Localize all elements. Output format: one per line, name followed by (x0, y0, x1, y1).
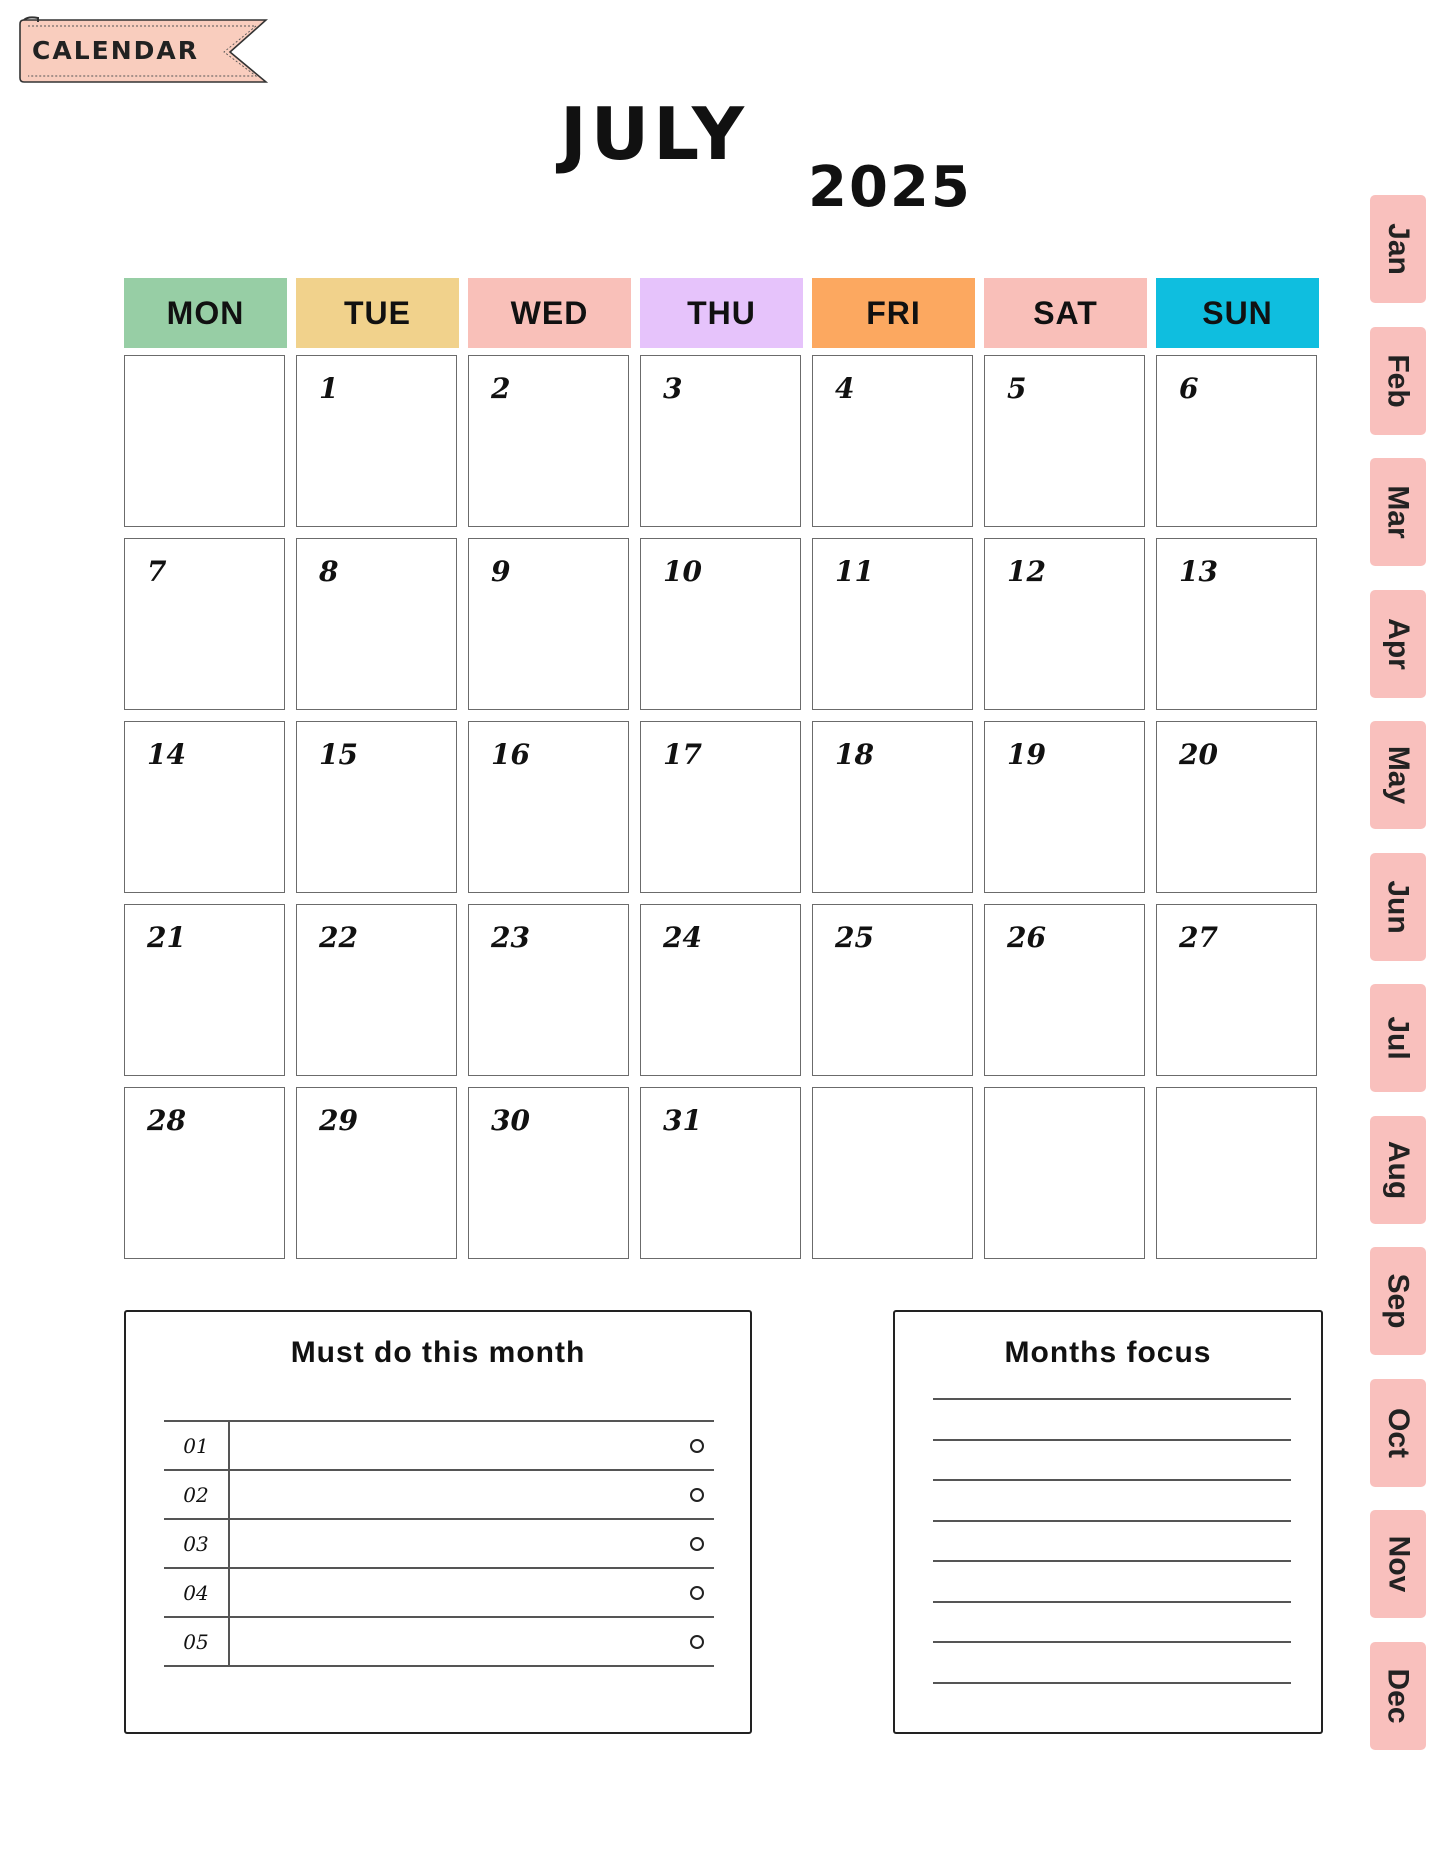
day-number: 26 (1007, 921, 1046, 954)
month-tab-label: Jun (1382, 879, 1415, 934)
day-number: 17 (663, 738, 702, 771)
month-tab-jan[interactable] (1370, 195, 1426, 303)
day-number: 24 (663, 921, 702, 954)
day-number: 10 (663, 555, 702, 588)
day-cell[interactable] (640, 721, 801, 893)
todo-row[interactable] (164, 1567, 714, 1616)
must-do-box (124, 1310, 752, 1734)
day-number: 30 (491, 1104, 530, 1137)
day-number: 2 (491, 372, 511, 405)
month-tab-label: Jan (1381, 223, 1415, 275)
month-tab-label: Apr (1381, 617, 1415, 670)
day-cell[interactable] (1156, 904, 1317, 1076)
focus-line[interactable] (933, 1560, 1291, 1562)
day-cell[interactable] (812, 538, 973, 710)
calendar-grid (124, 355, 1317, 1265)
day-number: 11 (835, 555, 874, 588)
day-number: 22 (319, 921, 358, 954)
month-title: JULY (560, 92, 749, 176)
ribbon-label: CALENDAR (32, 36, 199, 65)
day-number: 14 (147, 738, 186, 771)
day-cell[interactable] (468, 1087, 629, 1259)
day-number: 4 (835, 372, 855, 405)
focus-line[interactable] (933, 1439, 1291, 1441)
weekday-thu: THU (640, 278, 803, 348)
day-cell[interactable] (812, 355, 973, 527)
day-cell[interactable] (124, 904, 285, 1076)
todo-number: 05 (164, 1618, 230, 1665)
month-tab-label: Aug (1382, 1140, 1416, 1199)
months-focus-title: Months focus (1004, 1336, 1212, 1369)
day-cell[interactable] (812, 721, 973, 893)
day-number: 28 (147, 1104, 186, 1137)
month-tab-label: Sep (1382, 1273, 1415, 1329)
day-number: 5 (1007, 372, 1027, 405)
day-number: 1 (319, 372, 339, 405)
month-tab-label: Oct (1381, 1407, 1415, 1458)
month-tab-jul[interactable] (1370, 984, 1426, 1092)
day-cell[interactable] (296, 721, 457, 893)
todo-checkbox-icon[interactable] (690, 1586, 704, 1600)
month-tab-label: Feb (1382, 353, 1415, 408)
todo-row[interactable] (164, 1518, 714, 1567)
todo-row[interactable] (164, 1616, 714, 1667)
day-number: 19 (1007, 738, 1046, 771)
day-cell[interactable] (296, 538, 457, 710)
day-number: 20 (1179, 738, 1218, 771)
month-tab-dec[interactable] (1370, 1642, 1426, 1750)
month-tab-label: Jul (1381, 1016, 1415, 1060)
day-cell[interactable] (812, 904, 973, 1076)
day-cell[interactable] (296, 1087, 457, 1259)
must-do-title: Must do this month (290, 1336, 586, 1369)
day-cell[interactable] (640, 355, 801, 527)
month-tab-apr[interactable] (1370, 590, 1426, 698)
day-cell[interactable] (984, 355, 1145, 527)
month-tab-may[interactable] (1370, 721, 1426, 829)
focus-line[interactable] (933, 1479, 1291, 1481)
day-number: 21 (147, 921, 186, 954)
month-tab-aug[interactable] (1370, 1116, 1426, 1224)
day-cell[interactable] (640, 538, 801, 710)
weekday-tue: TUE (296, 278, 459, 348)
calendar-ribbon-tag (18, 16, 268, 86)
weekday-wed: WED (468, 278, 631, 348)
day-number: 6 (1179, 372, 1199, 405)
day-cell[interactable] (296, 904, 457, 1076)
focus-line[interactable] (933, 1520, 1291, 1522)
weekday-sat: SAT (984, 278, 1147, 348)
month-tab-mar[interactable] (1370, 458, 1426, 566)
month-tab-label: May (1382, 745, 1416, 805)
day-number: 3 (663, 372, 683, 405)
day-cell[interactable] (468, 355, 629, 527)
day-cell[interactable] (1156, 721, 1317, 893)
day-number: 9 (491, 555, 511, 588)
day-number: 25 (835, 921, 874, 954)
todo-checkbox-icon[interactable] (690, 1439, 704, 1453)
month-tab-label: Mar (1381, 485, 1415, 539)
todo-number: 01 (164, 1422, 230, 1469)
weekday-header (124, 278, 1317, 348)
day-cell[interactable] (124, 1087, 285, 1259)
todo-number: 03 (164, 1520, 230, 1567)
months-focus-box (893, 1310, 1323, 1734)
day-cell[interactable] (812, 1087, 973, 1259)
day-cell[interactable] (1156, 1087, 1317, 1259)
todo-checkbox-icon[interactable] (690, 1488, 704, 1502)
day-number: 13 (1179, 555, 1218, 588)
day-number: 29 (319, 1104, 358, 1137)
day-cell[interactable] (124, 538, 285, 710)
todo-number: 02 (164, 1471, 230, 1518)
day-cell[interactable] (296, 355, 457, 527)
focus-line[interactable] (933, 1601, 1291, 1603)
day-number: 27 (1179, 921, 1218, 954)
weekday-mon: MON (124, 278, 287, 348)
month-tab-label: Dec (1381, 1667, 1415, 1724)
focus-line[interactable] (933, 1641, 1291, 1643)
day-number: 8 (319, 555, 339, 588)
day-cell[interactable] (468, 538, 629, 710)
day-cell[interactable] (640, 1087, 801, 1259)
day-cell[interactable] (984, 721, 1145, 893)
day-cell[interactable] (640, 904, 801, 1076)
month-tab-oct[interactable] (1370, 1379, 1426, 1487)
todo-checkbox-icon[interactable] (690, 1537, 704, 1551)
year-title: 2025 (808, 155, 972, 220)
month-tab-sep[interactable] (1370, 1247, 1426, 1355)
day-cell[interactable] (468, 904, 629, 1076)
todo-row[interactable] (164, 1420, 714, 1469)
month-tab-label: Nov (1382, 1535, 1415, 1593)
day-cell[interactable] (124, 721, 285, 893)
weekday-fri: FRI (812, 278, 975, 348)
day-number: 16 (491, 738, 530, 771)
focus-line[interactable] (933, 1682, 1291, 1684)
month-tab-jun[interactable] (1370, 853, 1426, 961)
day-cell[interactable] (1156, 355, 1317, 527)
day-number: 15 (319, 738, 358, 771)
day-cell[interactable] (984, 538, 1145, 710)
focus-line[interactable] (933, 1398, 1291, 1400)
day-cell[interactable] (984, 904, 1145, 1076)
month-tab-feb[interactable] (1370, 327, 1426, 435)
day-number: 12 (1007, 555, 1046, 588)
todo-number: 04 (164, 1569, 230, 1616)
weekday-sun: SUN (1156, 278, 1319, 348)
todo-checkbox-icon[interactable] (690, 1635, 704, 1649)
todo-list (164, 1420, 714, 1667)
todo-row[interactable] (164, 1469, 714, 1518)
month-tabs (1370, 195, 1426, 1765)
day-number: 23 (491, 921, 530, 954)
day-cell[interactable] (124, 355, 285, 527)
day-number: 18 (835, 738, 874, 771)
month-tab-nov[interactable] (1370, 1510, 1426, 1618)
day-number: 31 (663, 1104, 702, 1137)
day-cell[interactable] (984, 1087, 1145, 1259)
day-number: 7 (147, 555, 167, 588)
day-cell[interactable] (468, 721, 629, 893)
day-cell[interactable] (1156, 538, 1317, 710)
